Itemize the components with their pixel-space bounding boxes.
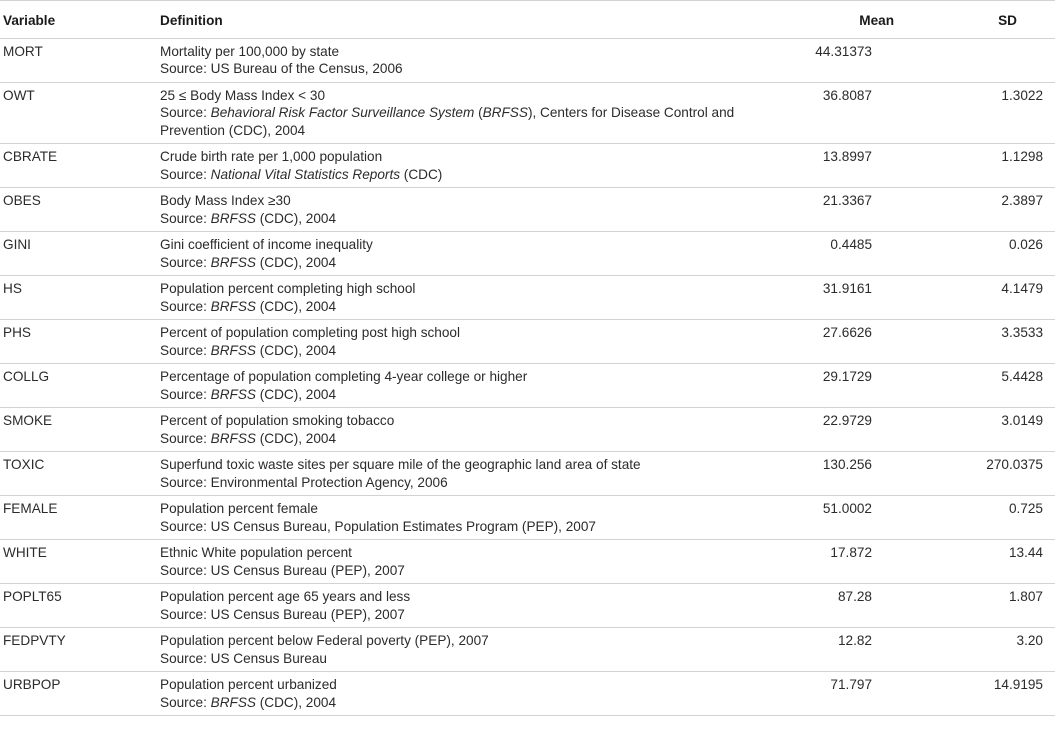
source-text xyxy=(160,342,787,360)
definition-text: Percent of population completing post high school xyxy=(160,325,461,340)
cell-sd: 13.44 xyxy=(920,540,1055,584)
cell-variable: PHS xyxy=(0,320,157,364)
cell-sd: 3.3533 xyxy=(920,320,1055,364)
cell-definition xyxy=(157,452,787,496)
source-prefix: Source: xyxy=(160,210,211,226)
source-prefix: Source: US Census Bureau, Population Estimates Program (PEP), 2007 xyxy=(160,518,596,534)
cell-mean: 130.256 xyxy=(787,452,920,496)
source-suffix: (CDC), 2004 xyxy=(255,210,337,226)
table-row xyxy=(0,584,1055,628)
cell-definition xyxy=(157,628,787,672)
cell-mean: 51.0002 xyxy=(787,496,920,540)
cell-mean: 44.31373 xyxy=(787,38,920,82)
table-row xyxy=(0,144,1055,188)
source-italic: BRFSS xyxy=(210,694,256,710)
source-prefix: Source: US Census Bureau xyxy=(160,650,327,666)
cell-variable: MORT xyxy=(0,38,157,82)
source-suffix: ( xyxy=(474,105,483,120)
cell-definition xyxy=(157,496,787,540)
table-row xyxy=(0,320,1055,364)
source-text xyxy=(160,518,787,536)
source-italic: BRFSS xyxy=(210,386,256,402)
source-italic: BRFSS xyxy=(210,210,256,226)
definition-text: Percentage of population completing 4-year college or higher xyxy=(160,369,528,384)
cell-sd xyxy=(920,38,1055,82)
definition-text: Population percent female xyxy=(160,501,318,516)
source-suffix: (CDC), 2004 xyxy=(255,386,337,402)
source-prefix: Source: xyxy=(160,105,211,120)
cell-variable: POPLT65 xyxy=(0,584,157,628)
source-text xyxy=(160,606,787,624)
cell-variable: WHITE xyxy=(0,540,157,584)
source-text xyxy=(160,60,787,78)
table-row xyxy=(0,188,1055,232)
cell-definition xyxy=(157,188,787,232)
source-italic: BRFSS xyxy=(210,254,256,270)
definition-text: Body Mass Index ≥30 xyxy=(160,193,291,208)
cell-sd: 1.3022 xyxy=(920,82,1055,144)
cell-mean: 22.9729 xyxy=(787,408,920,452)
cell-variable: URBPOP xyxy=(0,672,157,716)
cell-sd: 14.9195 xyxy=(920,672,1055,716)
cell-variable: TOXIC xyxy=(0,452,157,496)
cell-mean: 21.3367 xyxy=(787,188,920,232)
cell-mean: 87.28 xyxy=(787,584,920,628)
source-prefix: Source: xyxy=(160,298,211,314)
source-text xyxy=(160,254,787,272)
source-text xyxy=(160,430,787,448)
source-italic: National Vital Statistics Reports xyxy=(210,166,401,182)
definition-text: Population percent urbanized xyxy=(160,677,337,692)
source-text xyxy=(160,650,787,668)
cell-mean: 29.1729 xyxy=(787,364,920,408)
cell-sd: 2.3897 xyxy=(920,188,1055,232)
source-suffix: (CDC) xyxy=(400,166,443,182)
cell-variable: SMOKE xyxy=(0,408,157,452)
cell-mean: 0.4485 xyxy=(787,232,920,276)
source-text xyxy=(160,694,787,712)
cell-definition xyxy=(157,364,787,408)
definition-text: Population percent completing high school xyxy=(160,281,416,296)
header-mean: Mean xyxy=(787,1,920,39)
source-prefix: Source: xyxy=(160,342,211,358)
cell-mean: 13.8997 xyxy=(787,144,920,188)
definition-text: Crude birth rate per 1,000 population xyxy=(160,149,383,164)
cell-definition xyxy=(157,144,787,188)
source-italic: BRFSS xyxy=(210,298,256,314)
cell-sd: 3.20 xyxy=(920,628,1055,672)
cell-variable: OBES xyxy=(0,188,157,232)
cell-sd: 4.1479 xyxy=(920,276,1055,320)
table-row xyxy=(0,628,1055,672)
cell-definition xyxy=(157,320,787,364)
source-prefix: Source: US Census Bureau (PEP), 2007 xyxy=(160,562,405,578)
definition-text: Ethnic White population percent xyxy=(160,545,352,560)
source-italic: Behavioral Risk Factor Surveillance System xyxy=(210,105,475,120)
cell-definition xyxy=(157,276,787,320)
cell-mean: 12.82 xyxy=(787,628,920,672)
header-definition: Definition xyxy=(157,1,787,39)
cell-mean: 27.6626 xyxy=(787,320,920,364)
definition-text: Population percent below Federal poverty (PEP), 2007 xyxy=(160,633,489,648)
header-row xyxy=(0,1,1055,39)
source-prefix: Source: Environmental Protection Agency, 2006 xyxy=(160,474,448,490)
table-row xyxy=(0,408,1055,452)
source-text xyxy=(160,104,787,139)
table-row xyxy=(0,232,1055,276)
source-prefix: Source: xyxy=(160,386,211,402)
source-text xyxy=(160,562,787,580)
source-suffix: (CDC), 2004 xyxy=(255,694,337,710)
definition-text: Percent of population smoking tobacco xyxy=(160,413,395,428)
cell-definition xyxy=(157,232,787,276)
cell-definition xyxy=(157,38,787,82)
definition-text: 25 ≤ Body Mass Index < 30 xyxy=(160,87,326,103)
cell-mean: 31.9161 xyxy=(787,276,920,320)
source-text xyxy=(160,474,787,492)
header-variable: Variable xyxy=(0,1,157,39)
cell-sd: 0.026 xyxy=(920,232,1055,276)
definition-text: Gini coefficient of income inequality xyxy=(160,237,373,252)
source-italic: BRFSS xyxy=(210,342,256,358)
table-row xyxy=(0,276,1055,320)
source-suffix: (CDC), 2004 xyxy=(255,298,337,314)
source-text xyxy=(160,386,787,404)
cell-sd: 0.725 xyxy=(920,496,1055,540)
source-italic-2: BRFSS xyxy=(482,105,528,120)
cell-mean: 17.872 xyxy=(787,540,920,584)
cell-variable: HS xyxy=(0,276,157,320)
source-text xyxy=(160,166,787,184)
source-prefix: Source: xyxy=(160,430,211,446)
source-text xyxy=(160,298,787,316)
source-prefix: Source: xyxy=(160,254,211,270)
cell-definition xyxy=(157,584,787,628)
cell-sd: 1.807 xyxy=(920,584,1055,628)
cell-sd: 1.1298 xyxy=(920,144,1055,188)
source-suffix-2: ), Centers for Disease Control and Prevention (CDC), 2004 xyxy=(160,105,735,138)
cell-variable: FEDPVTY xyxy=(0,628,157,672)
table-row xyxy=(0,672,1055,716)
source-italic: BRFSS xyxy=(210,430,256,446)
table-row xyxy=(0,496,1055,540)
definition-text: Mortality per 100,000 by state xyxy=(160,43,340,59)
cell-sd: 5.4428 xyxy=(920,364,1055,408)
definition-text: Superfund toxic waste sites per square mile of the geographic land area of state xyxy=(160,457,641,472)
cell-variable: GINI xyxy=(0,232,157,276)
source-text xyxy=(160,210,787,228)
cell-variable: COLLG xyxy=(0,364,157,408)
source-prefix: Source: US Bureau of the Census, 2006 xyxy=(160,61,403,76)
cell-variable: OWT xyxy=(0,82,157,144)
cell-mean: 71.797 xyxy=(787,672,920,716)
cell-sd: 3.0149 xyxy=(920,408,1055,452)
table-row xyxy=(0,82,1055,144)
cell-mean: 36.8087 xyxy=(787,82,920,144)
source-suffix: (CDC), 2004 xyxy=(255,254,337,270)
cell-definition xyxy=(157,540,787,584)
cell-definition xyxy=(157,82,787,144)
table-row xyxy=(0,38,1055,82)
cell-sd: 270.0375 xyxy=(920,452,1055,496)
cell-definition xyxy=(157,408,787,452)
table-row xyxy=(0,452,1055,496)
cell-variable: CBRATE xyxy=(0,144,157,188)
table-row xyxy=(0,540,1055,584)
cell-variable: FEMALE xyxy=(0,496,157,540)
source-prefix: Source: xyxy=(160,166,211,182)
cell-definition xyxy=(157,672,787,716)
source-suffix: (CDC), 2004 xyxy=(255,430,337,446)
source-prefix: Source: US Census Bureau (PEP), 2007 xyxy=(160,606,405,622)
definition-text: Population percent age 65 years and less xyxy=(160,589,411,604)
header-sd: SD xyxy=(920,1,1055,39)
source-prefix: Source: xyxy=(160,694,211,710)
source-suffix: (CDC), 2004 xyxy=(255,342,337,358)
table-row xyxy=(0,364,1055,408)
